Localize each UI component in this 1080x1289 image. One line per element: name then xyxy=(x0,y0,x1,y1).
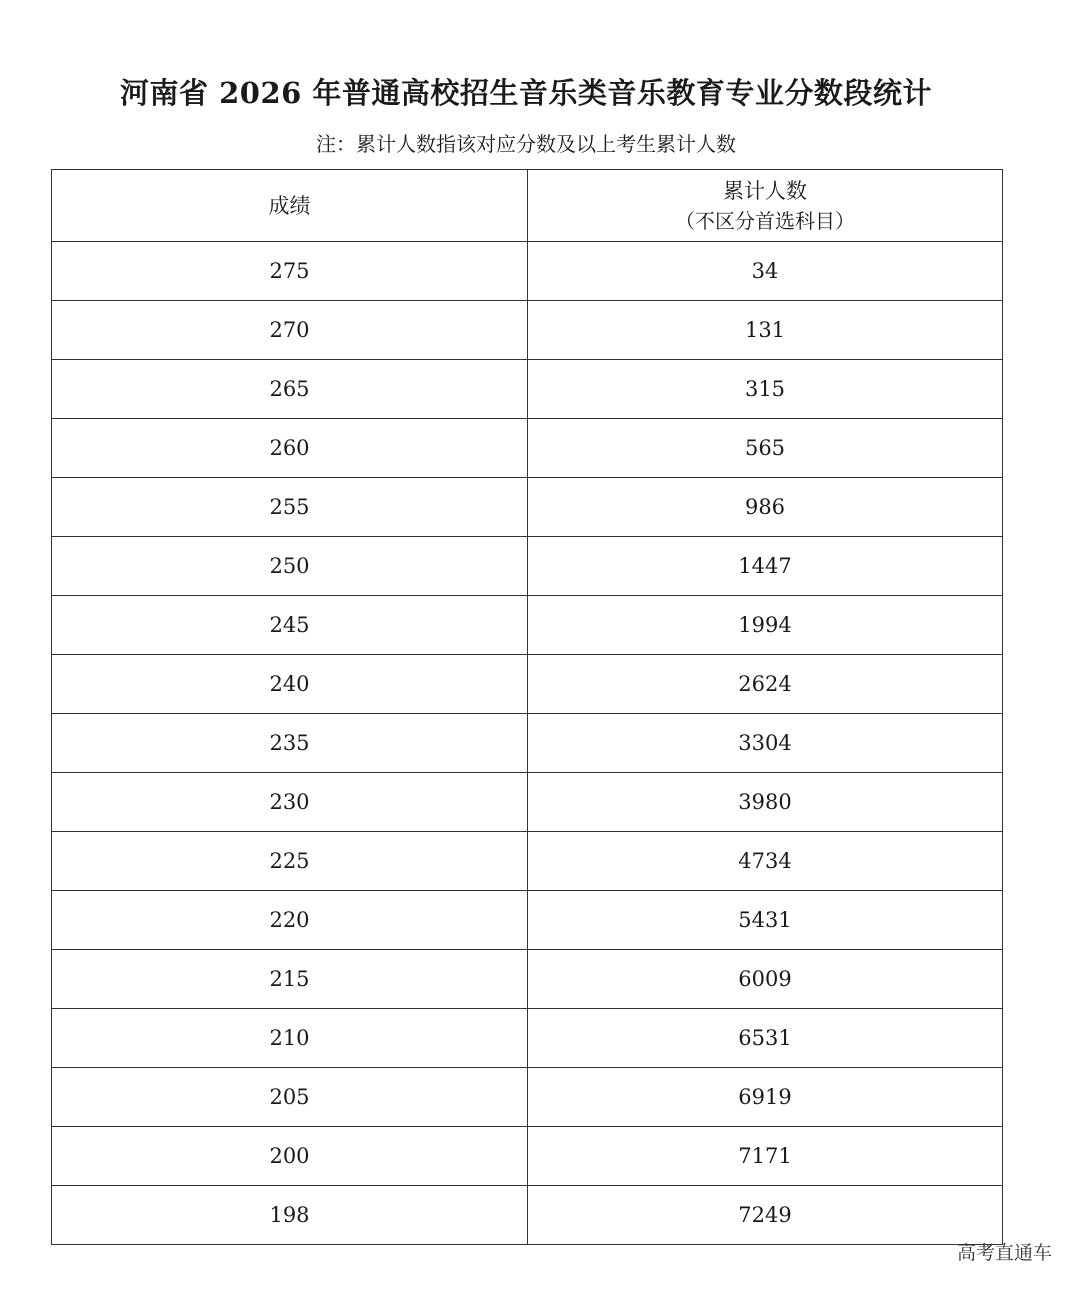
cumulative-count-cell: 34 xyxy=(528,242,1003,301)
table-row xyxy=(52,773,1003,832)
table-row xyxy=(52,950,1003,1009)
score-cell: 235 xyxy=(52,714,528,773)
header-cumulative xyxy=(528,170,1003,242)
table-row xyxy=(52,596,1003,655)
score-cell: 200 xyxy=(52,1127,528,1186)
score-cell: 245 xyxy=(52,596,528,655)
header-score-label: 成绩 xyxy=(268,193,311,218)
score-cell: 250 xyxy=(52,537,528,596)
score-cell: 198 xyxy=(52,1186,528,1245)
cumulative-count-cell: 6009 xyxy=(528,950,1003,1009)
document-title: 河南省 2026 年普通高校招生音乐类音乐教育专业分数段统计 xyxy=(120,76,932,110)
score-cell: 240 xyxy=(52,655,528,714)
cumulative-count-cell: 131 xyxy=(528,301,1003,360)
table-body xyxy=(52,242,1003,1245)
cumulative-count-cell: 7171 xyxy=(528,1127,1003,1186)
table-row xyxy=(52,301,1003,360)
header-cumulative-sublabel: （不区分首选科目） xyxy=(675,208,855,233)
table-row xyxy=(52,1127,1003,1186)
score-cell: 270 xyxy=(52,301,528,360)
document-note: 注：累计人数指该对应分数及以上考生累计人数 xyxy=(316,132,736,156)
cumulative-count-cell: 4734 xyxy=(528,832,1003,891)
score-distribution-table xyxy=(51,169,1003,1245)
watermark-text: 高考直通车 xyxy=(956,1242,1052,1264)
cumulative-count-cell: 565 xyxy=(528,419,1003,478)
cumulative-count-cell: 6531 xyxy=(528,1009,1003,1068)
cumulative-count-cell: 1994 xyxy=(528,596,1003,655)
cumulative-count-cell: 986 xyxy=(528,478,1003,537)
table-row xyxy=(52,1068,1003,1127)
cumulative-count-cell: 6919 xyxy=(528,1068,1003,1127)
table-row xyxy=(52,360,1003,419)
table-row xyxy=(52,242,1003,301)
table-row xyxy=(52,714,1003,773)
table-row xyxy=(52,655,1003,714)
header-cumulative-label: 累计人数 xyxy=(723,178,807,203)
score-cell: 275 xyxy=(52,242,528,301)
table-row xyxy=(52,419,1003,478)
header-score xyxy=(52,170,528,242)
cumulative-count-cell: 3980 xyxy=(528,773,1003,832)
table-row xyxy=(52,537,1003,596)
cumulative-count-cell: 1447 xyxy=(528,537,1003,596)
table-row xyxy=(52,891,1003,950)
score-cell: 230 xyxy=(52,773,528,832)
score-cell: 255 xyxy=(52,478,528,537)
score-cell: 260 xyxy=(52,419,528,478)
score-cell: 225 xyxy=(52,832,528,891)
table-row xyxy=(52,478,1003,537)
cumulative-count-cell: 5431 xyxy=(528,891,1003,950)
cumulative-count-cell: 7249 xyxy=(528,1186,1003,1245)
score-cell: 265 xyxy=(52,360,528,419)
score-cell: 215 xyxy=(52,950,528,1009)
cumulative-count-cell: 315 xyxy=(528,360,1003,419)
table-header-row xyxy=(52,170,1003,242)
score-cell: 205 xyxy=(52,1068,528,1127)
cumulative-count-cell: 3304 xyxy=(528,714,1003,773)
score-cell: 210 xyxy=(52,1009,528,1068)
cumulative-count-cell: 2624 xyxy=(528,655,1003,714)
score-cell: 220 xyxy=(52,891,528,950)
table-row xyxy=(52,1009,1003,1068)
table-row xyxy=(52,832,1003,891)
table-row xyxy=(52,1186,1003,1245)
